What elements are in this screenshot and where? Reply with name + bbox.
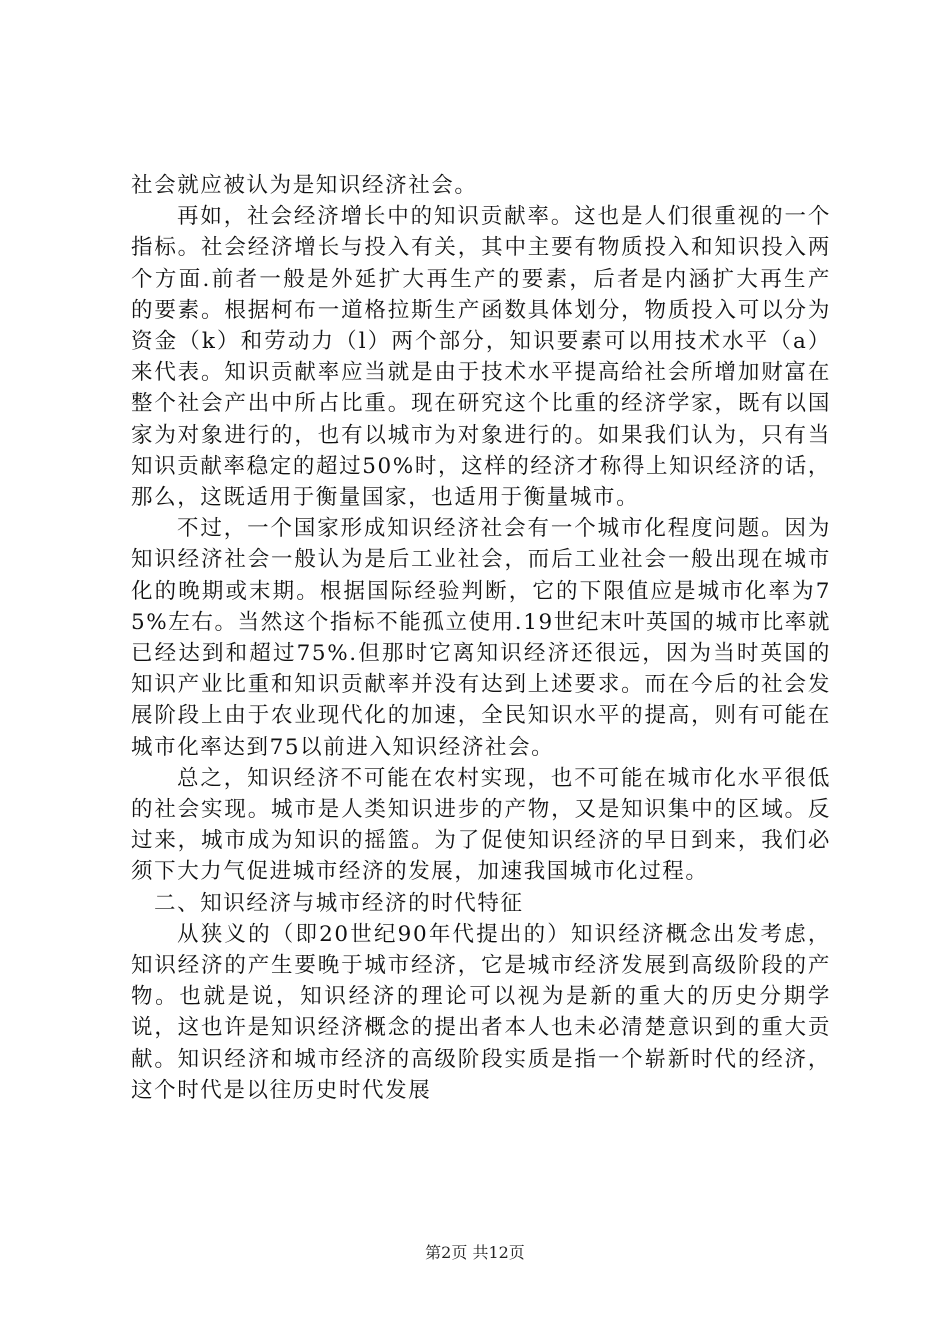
paragraph-era-features: 从狭义的（即20世纪90年代提出的）知识经济概念出发考虑，知识经济的产生要晚于城市经济，它是城市经济发展到高级阶段的产物。也就是说，知识经济的理论可以视为是新的重大的历史分期学说，这也许是知识经济概念的提出者本人也未必清楚意识到的重大贡献。知识经济和城市经济的高级阶段实质是指一个崭新时代的经济，这个时代是以往历史时代发展 [131, 921, 831, 1103]
page-number-footer: 第2页 共12页 [425, 1243, 525, 1262]
document-body [131, 170, 831, 1106]
paragraph-conclusion: 总之，知识经济不可能在农村实现，也不可能在城市化水平很低的社会实现。城市是人类知识进步的产物，又是知识集中的区域。反过来，城市成为知识的摇篮。为了促使知识经济的早日到来，我们必须下大力气促进城市经济的发展，加速我国城市化过程。 [131, 765, 831, 885]
paragraph-urbanization: 不过，一个国家形成知识经济社会有一个城市化程度问题。因为知识经济社会一般认为是后工业社会，而后工业社会一般出现在城市化的晚期或末期。根据国际经验判断，它的下限值应是城市化率为75%左右。当然这个指标不能孤立使用.19世纪末叶英国的城市比率就已经达到和超过75%.但那时它离知识经济还很远，因为当时英国的知识产业比重和知识贡献率并没有达到上述要求。而在今后的社会发展阶段上由于农业现代化的加速，全民知识水平的提高，则有可能在城市化率达到75以前进入知识经济社会。 [131, 516, 832, 760]
paragraph-knowledge-contribution: 再如，社会经济增长中的知识贡献率。这也是人们很重视的一个指标。社会经济增长与投入有关，其中主要有物质投入和知识投入两个方面.前者一般是外延扩大再生产的要素，后者是内涵扩大再生产的要素。根据柯布一道格拉斯生产函数具体划分，物质投入可以分为资金（k）和劳动力（l）两个部分，知识要素可以用技术水平（a）来代表。知识贡献率应当就是由于技术水平提高给社会所增加财富在整个社会产出中所占比重。现在研究这个比重的经济学家，既有以国家为对象进行的，也有以城市为对象进行的。如果我们认为，只有当知识贡献率稳定的超过50%时，这样的经济才称得上知识经济的话，那么，这既适用于衡量国家，也适用于衡量城市。 [131, 204, 831, 511]
section-heading: 二、知识经济与城市经济的时代特征 [154, 890, 524, 916]
paragraph-continuation: 社会就应被认为是知识经济社会。 [131, 173, 478, 198]
